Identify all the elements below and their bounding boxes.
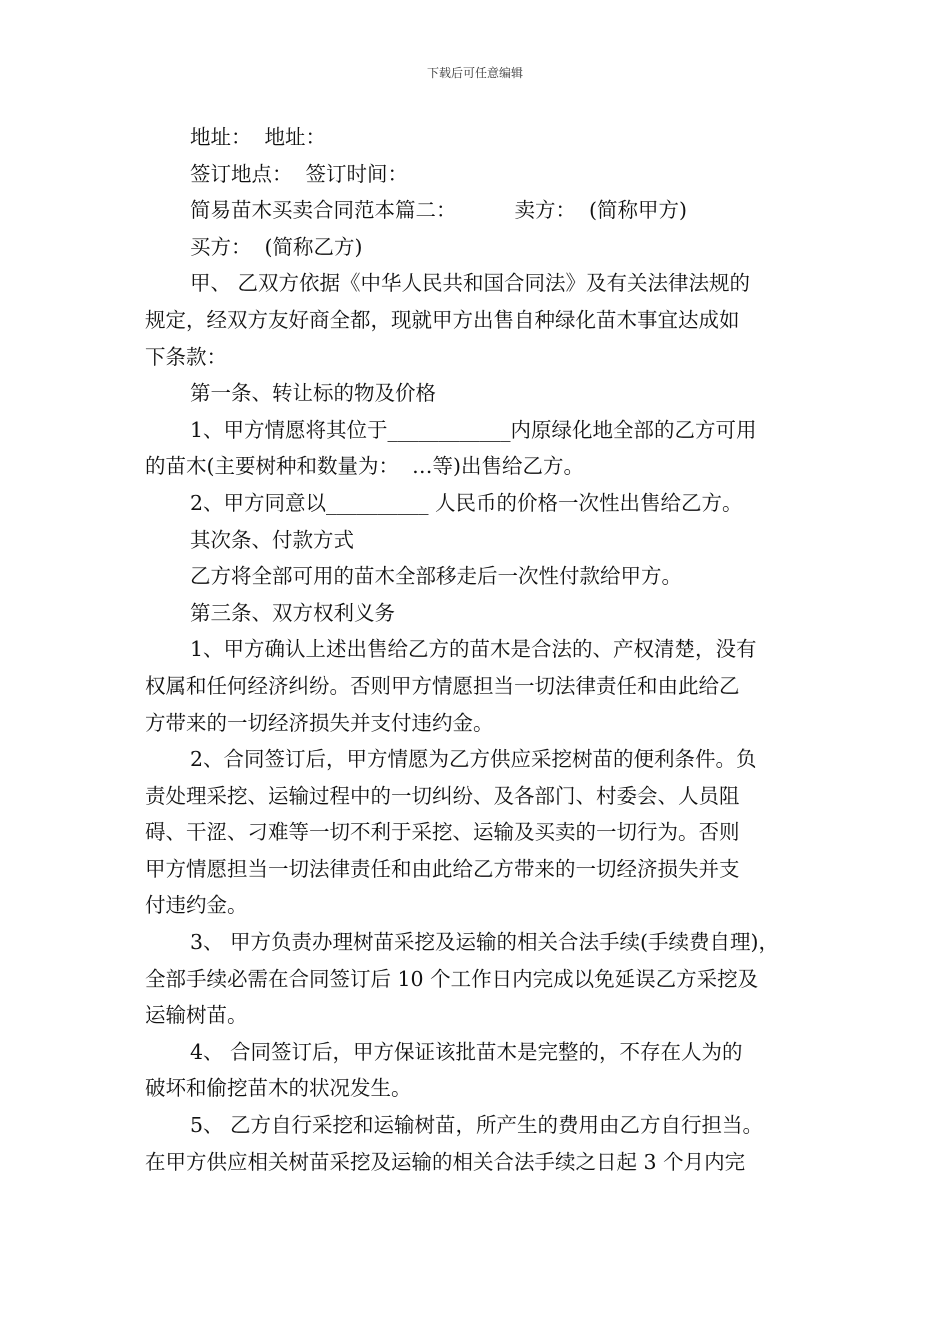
- contract-line: 在甲方供应相关树苗采挖及运输的相关合法手续之日起 3 个月内完: [145, 1149, 746, 1174]
- contract-line: 乙方将全部可用的苗木全部移走后一次性付款给甲方。: [190, 564, 682, 589]
- contract-line: [145, 192, 810, 229]
- contract-line: 甲方情愿担当一切法律责任和由此给乙方带来的一切经济损失并支: [145, 856, 740, 881]
- seller-label: 卖方： (简称甲方): [514, 198, 688, 223]
- contract-line: 签订地点： 签订时间：: [190, 161, 409, 186]
- contract-line: 责处理采挖、运输过程中的一切纠纷、及各部门、村委会、人员阻: [145, 783, 740, 808]
- section-heading: 第一条、转让标的物及价格: [190, 381, 436, 406]
- contract-line: 权属和任何经济纠纷。否则甲方情愿担当一切法律责任和由此给乙: [145, 673, 740, 698]
- contract-line: 1、甲方确认上述出售给乙方的苗木是合法的、产权清楚，没有: [190, 637, 757, 662]
- contract-line: 买方： (简称乙方): [190, 234, 363, 259]
- contract-line: 甲、 乙双方依据《中华人民共和国合同法》及有关法律法规的: [190, 271, 751, 296]
- document-body: [145, 119, 810, 1180]
- section-heading: 其次条、付款方式: [190, 527, 354, 552]
- contract-line: 碍、干涩、刁难等一切不利于采挖、运输及买卖的一切行为。否则: [145, 820, 740, 845]
- contract-line: 2、甲方同意以__________ 人民币的价格一次性出售给乙方。: [190, 490, 743, 515]
- contract-line: 3、 甲方负责办理树苗采挖及运输的相关合法手续(手续费自理)，: [190, 930, 780, 955]
- contract-line: 付违约金。: [145, 893, 248, 918]
- contract-title: 简易苗木买卖合同范本篇二：: [190, 198, 457, 223]
- contract-line: 方带来的一切经济损失并支付违约金。: [145, 710, 494, 735]
- section-heading: 第三条、双方权利义务: [190, 600, 395, 625]
- contract-line: 5、 乙方自行采挖和运输树苗，所产生的费用由乙方自行担当。: [190, 1113, 764, 1138]
- contract-line: 全部手续必需在合同签订后 10 个工作日内完成以免延误乙方采挖及: [145, 966, 759, 991]
- page-header: 下载后可任意编辑: [426, 66, 523, 80]
- contract-line: 下条款：: [145, 344, 227, 369]
- contract-line: 规定，经双方友好商全都，现就甲方出售自种绿化苗木事宜达成如: [145, 307, 740, 332]
- contract-line: 1、甲方情愿将其位于____________内原绿化地全部的乙方可用: [190, 417, 757, 442]
- contract-line: 破坏和偷挖苗木的状况发生。: [145, 1076, 412, 1101]
- contract-line: 地址： 地址：: [190, 125, 327, 149]
- contract-line: 的苗木(主要树种和数量为： …等)出售给乙方。: [145, 454, 585, 479]
- contract-line: 4、 合同签订后，甲方保证该批苗木是完整的，不存在人为的: [190, 1039, 743, 1064]
- contract-line: 2、合同签订后，甲方情愿为乙方供应采挖树苗的便利条件。负: [190, 747, 757, 772]
- contract-line: 运输树苗。: [145, 1003, 248, 1028]
